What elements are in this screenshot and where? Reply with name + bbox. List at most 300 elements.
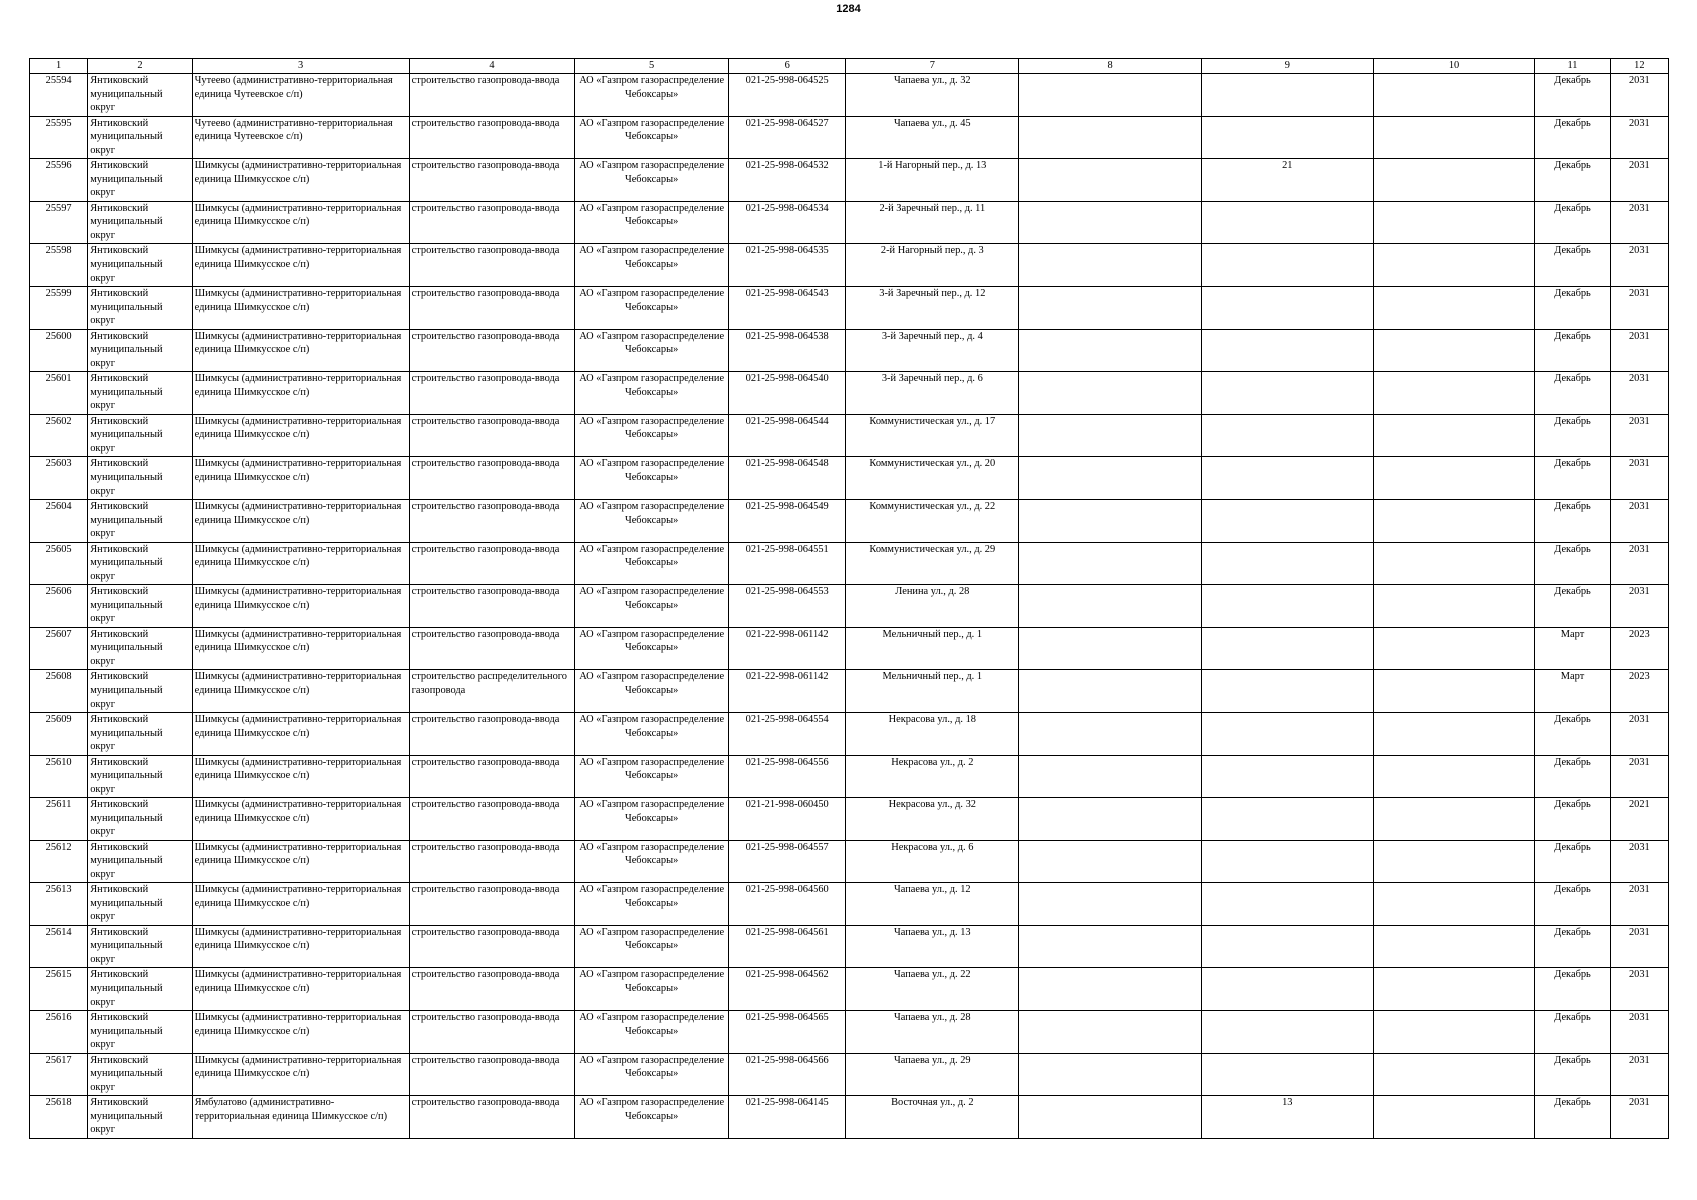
cell-col8 (1019, 712, 1202, 755)
cell-district (88, 670, 192, 713)
cell-settlement-text: Шимкусы (административно-территориальная единица Шимкусское с/п) (194, 1054, 402, 1080)
cell-settlement-text: Шимкусы (административно-территориальная единица Шимкусское с/п) (194, 160, 402, 185)
cell-address (846, 585, 1019, 628)
cell-number-text: 25610 (45, 756, 72, 768)
cell-address (846, 372, 1019, 415)
cell-object-code-text: 021-22-998-061142 (745, 671, 829, 683)
cell-col9 (1201, 627, 1373, 670)
cell-number (30, 798, 88, 841)
column-header: 7 (846, 59, 1019, 74)
cell-settlement-text: Шимкусы (административно-территориальная единица Шимкусское с/п) (194, 969, 402, 995)
cell-col9 (1201, 499, 1373, 542)
cell-col9-text: 13 (1282, 1097, 1293, 1109)
cell-number-text: 25598 (45, 245, 72, 257)
column-header: 5 (575, 59, 729, 74)
cell-organization-text: АО «Газпром газораспределение Чебоксары» (579, 117, 725, 143)
cell-col9 (1201, 286, 1373, 329)
cell-district (88, 798, 192, 841)
cell-district (88, 1096, 192, 1139)
table-row (30, 755, 1669, 798)
cell-year (1610, 159, 1668, 202)
cell-col8 (1019, 883, 1202, 926)
column-header: 9 (1201, 59, 1373, 74)
cell-work-type-text: строительство газопровода-ввода (411, 1097, 560, 1109)
cell-object-code (728, 968, 846, 1011)
cell-work-type-text: строительство газопровода-ввода (411, 969, 560, 981)
cell-organization-text: АО «Газпром газораспределение Чебоксары» (579, 543, 725, 569)
cell-col8 (1019, 286, 1202, 329)
cell-organization (575, 712, 729, 755)
cell-col8 (1019, 329, 1202, 372)
cell-month-text: Декабрь (1554, 500, 1591, 512)
cell-district-text: Янтиковский муниципальный округ (90, 458, 163, 497)
cell-month (1535, 627, 1610, 670)
cell-settlement (192, 1011, 409, 1054)
cell-year (1610, 1011, 1668, 1054)
table-row (30, 244, 1669, 287)
cell-work-type (409, 798, 575, 841)
cell-year (1610, 116, 1668, 159)
cell-month-text: Декабрь (1554, 799, 1591, 811)
cell-month (1535, 925, 1610, 968)
cell-number (30, 585, 88, 628)
cell-address (846, 457, 1019, 500)
cell-settlement (192, 627, 409, 670)
cell-settlement-text: Шимкусы (административно-территориальная единица Шимкусское с/п) (194, 884, 402, 909)
cell-work-type (409, 329, 575, 372)
cell-address (846, 1011, 1019, 1054)
cell-number (30, 244, 88, 287)
cell-year-text: 2031 (1628, 202, 1650, 214)
cell-object-code (728, 372, 846, 415)
cell-month (1535, 74, 1610, 117)
cell-col10 (1373, 627, 1535, 670)
cell-col10 (1373, 925, 1535, 968)
table-row (30, 1096, 1669, 1139)
cell-month (1535, 755, 1610, 798)
cell-month-text: Декабрь (1554, 202, 1591, 214)
cell-address-text: Коммунистическая ул., д. 20 (869, 458, 996, 470)
cell-organization (575, 883, 729, 926)
cell-work-type-text: строительство газопровода-ввода (411, 245, 560, 257)
cell-address-text: 2-й Нагорный пер., д. 3 (880, 245, 984, 257)
cell-col9-text: 21 (1282, 160, 1293, 172)
cell-month (1535, 1053, 1610, 1096)
table-row (30, 414, 1669, 457)
cell-col10 (1373, 244, 1535, 287)
cell-organization-text: АО «Газпром газораспределение Чебоксары» (579, 756, 725, 782)
cell-district-text: Янтиковский муниципальный округ (90, 841, 163, 880)
cell-number (30, 542, 88, 585)
cell-district (88, 883, 192, 926)
cell-settlement (192, 1053, 409, 1096)
cell-col10 (1373, 286, 1535, 329)
column-header: 3 (192, 59, 409, 74)
cell-settlement (192, 712, 409, 755)
column-header: 1 (30, 59, 88, 74)
cell-number (30, 116, 88, 159)
cell-address (846, 968, 1019, 1011)
cell-year-text: 2031 (1628, 1054, 1650, 1066)
cell-year (1610, 585, 1668, 628)
cell-col9 (1201, 116, 1373, 159)
cell-address-text: Восточная ул., д. 2 (891, 1097, 974, 1109)
cell-district-text: Янтиковский муниципальный округ (90, 287, 163, 327)
cell-object-code (728, 74, 846, 117)
cell-work-type (409, 925, 575, 968)
cell-address (846, 542, 1019, 585)
cell-object-code (728, 798, 846, 841)
cell-district (88, 244, 192, 287)
cell-year (1610, 755, 1668, 798)
cell-address-text: Мельничный пер., д. 1 (882, 671, 983, 683)
cell-year-text: 2031 (1628, 884, 1650, 896)
cell-work-type-text: строительство газопровода-ввода (411, 841, 560, 853)
cell-object-code (728, 542, 846, 585)
cell-work-type (409, 372, 575, 415)
cell-month (1535, 116, 1610, 159)
cell-organization-text: АО «Газпром газораспределение Чебоксары» (579, 373, 725, 398)
cell-object-code-text: 021-25-998-064566 (745, 1054, 829, 1066)
cell-organization-text: АО «Газпром газораспределение Чебоксары» (579, 245, 725, 270)
cell-col10 (1373, 542, 1535, 585)
cell-number (30, 840, 88, 883)
cell-address (846, 74, 1019, 117)
cell-month (1535, 1011, 1610, 1054)
cell-address-text: 1-й Нагорный пер., д. 13 (878, 160, 987, 172)
cell-work-type (409, 883, 575, 926)
table-row (30, 840, 1669, 883)
table-row (30, 968, 1669, 1011)
cell-work-type (409, 414, 575, 457)
cell-district (88, 286, 192, 329)
cell-month (1535, 968, 1610, 1011)
cell-number (30, 159, 88, 202)
cell-work-type (409, 542, 575, 585)
cell-col9 (1201, 1096, 1373, 1139)
cell-year-text: 2031 (1628, 841, 1650, 853)
cell-address-text: Чапаева ул., д. 13 (894, 926, 971, 938)
cell-work-type-text: строительство газопровода-ввода (411, 799, 560, 811)
cell-work-type (409, 457, 575, 500)
cell-col9 (1201, 372, 1373, 415)
cell-year (1610, 712, 1668, 755)
cell-col8 (1019, 968, 1202, 1011)
cell-month-text: Март (1560, 671, 1585, 683)
cell-work-type-text: строительство газопровода-ввода (411, 926, 560, 938)
cell-object-code-text: 021-25-998-064538 (745, 330, 829, 342)
cell-month-text: Декабрь (1554, 1097, 1591, 1109)
cell-col9 (1201, 798, 1373, 841)
cell-col9 (1201, 74, 1373, 117)
cell-month-text: Декабрь (1554, 586, 1591, 598)
cell-year-text: 2031 (1628, 373, 1650, 385)
cell-col10 (1373, 74, 1535, 117)
cell-work-type-text: строительство распределительного газопровода (411, 671, 568, 696)
page-number: 1284 (836, 3, 861, 15)
cell-district-text: Янтиковский муниципальный округ (90, 117, 163, 156)
column-header: 10 (1373, 59, 1535, 74)
cell-address-text: Коммунистическая ул., д. 17 (869, 415, 996, 427)
cell-address (846, 159, 1019, 202)
cell-number (30, 925, 88, 968)
cell-district-text: Янтиковский муниципальный округ (90, 713, 163, 753)
cell-year (1610, 627, 1668, 670)
cell-month (1535, 798, 1610, 841)
cell-organization (575, 542, 729, 585)
cell-month (1535, 499, 1610, 542)
cell-number (30, 457, 88, 500)
cell-organization (575, 457, 729, 500)
cell-work-type-text: строительство газопровода-ввода (411, 415, 560, 427)
cell-address (846, 329, 1019, 372)
cell-district (88, 499, 192, 542)
cell-district-text: Янтиковский муниципальный округ (90, 1012, 163, 1051)
cell-organization-text: АО «Газпром газораспределение Чебоксары» (579, 799, 725, 824)
cell-settlement (192, 74, 409, 117)
cell-address (846, 201, 1019, 244)
cell-object-code-text: 021-25-998-064527 (745, 117, 829, 129)
cell-district-text: Янтиковский муниципальный округ (90, 926, 163, 966)
cell-address-text: 3-й Заречный пер., д. 12 (879, 287, 986, 299)
cell-district (88, 627, 192, 670)
cell-settlement-text: Шимкусы (административно-территориальная единица Шимкусское с/п) (194, 245, 402, 270)
cell-settlement-text: Шимкусы (административно-территориальная единица Шимкусское с/п) (194, 330, 402, 356)
cell-month-text: Декабрь (1554, 926, 1591, 938)
cell-organization (575, 286, 729, 329)
cell-organization (575, 414, 729, 457)
cell-month-text: Декабрь (1554, 245, 1591, 257)
cell-col8 (1019, 116, 1202, 159)
table-row (30, 1053, 1669, 1096)
cell-year-text: 2031 (1628, 287, 1650, 299)
cell-month-text: Декабрь (1554, 884, 1591, 896)
cell-col10 (1373, 712, 1535, 755)
cell-work-type-text: строительство газопровода-ввода (411, 543, 560, 555)
cell-number (30, 627, 88, 670)
cell-year (1610, 1053, 1668, 1096)
cell-object-code (728, 244, 846, 287)
cell-number (30, 755, 88, 798)
table-row (30, 201, 1669, 244)
cell-number (30, 670, 88, 713)
cell-address-text: Некрасова ул., д. 18 (888, 713, 976, 725)
cell-address-text: Коммунистическая ул., д. 22 (869, 500, 996, 512)
cell-number-text: 25618 (45, 1097, 72, 1109)
cell-month (1535, 244, 1610, 287)
cell-col8 (1019, 457, 1202, 500)
cell-col10 (1373, 1053, 1535, 1096)
cell-object-code-text: 021-25-998-064560 (745, 884, 829, 896)
cell-organization (575, 1053, 729, 1096)
cell-organization-text: АО «Газпром газораспределение Чебоксары» (579, 160, 725, 185)
cell-col8 (1019, 755, 1202, 798)
cell-month (1535, 1096, 1610, 1139)
cell-organization (575, 585, 729, 628)
cell-organization-text: АО «Газпром газораспределение Чебоксары» (579, 75, 725, 100)
cell-month-text: Декабрь (1554, 287, 1591, 299)
cell-work-type (409, 286, 575, 329)
cell-col8 (1019, 1096, 1202, 1139)
cell-settlement (192, 159, 409, 202)
cell-number-text: 25608 (45, 671, 72, 683)
table-body (30, 74, 1669, 1139)
cell-col9 (1201, 159, 1373, 202)
cell-work-type (409, 585, 575, 628)
cell-work-type (409, 1011, 575, 1054)
cell-year-text: 2031 (1628, 75, 1650, 86)
cell-organization (575, 74, 729, 117)
cell-number-text: 25597 (45, 202, 72, 214)
cell-district-text: Янтиковский муниципальный округ (90, 373, 163, 412)
cell-number-text: 25604 (45, 500, 72, 512)
cell-col10 (1373, 457, 1535, 500)
cell-settlement-text: Шимкусы (административно-территориальная единица Шимкусское с/п) (194, 543, 402, 569)
cell-settlement-text: Шимкусы (административно-территориальная единица Шимкусское с/п) (194, 628, 402, 654)
cell-work-type (409, 499, 575, 542)
cell-number-text: 25611 (45, 799, 72, 811)
cell-district-text: Янтиковский муниципальный округ (90, 415, 163, 454)
cell-month (1535, 670, 1610, 713)
cell-address (846, 116, 1019, 159)
cell-address-text: Коммунистическая ул., д. 29 (869, 543, 996, 555)
cell-col10 (1373, 755, 1535, 798)
cell-month (1535, 712, 1610, 755)
table-row (30, 798, 1669, 841)
cell-year-text: 2031 (1628, 1097, 1650, 1109)
cell-settlement (192, 414, 409, 457)
cell-year (1610, 329, 1668, 372)
table-row (30, 329, 1669, 372)
cell-col10 (1373, 968, 1535, 1011)
cell-object-code-text: 021-25-998-064554 (745, 713, 829, 725)
column-header: 2 (88, 59, 192, 74)
cell-settlement (192, 457, 409, 500)
cell-district (88, 329, 192, 372)
cell-settlement-text: Шимкусы (административно-территориальная единица Шимкусское с/п) (194, 756, 402, 782)
cell-col9 (1201, 755, 1373, 798)
cell-district (88, 116, 192, 159)
cell-year-text: 2021 (1628, 799, 1650, 811)
cell-number-text: 25607 (45, 628, 72, 640)
cell-object-code (728, 116, 846, 159)
cell-year (1610, 840, 1668, 883)
cell-district (88, 159, 192, 202)
cell-col9 (1201, 457, 1373, 500)
cell-settlement-text: Чутеево (административно-территориальная единица Чутеевское с/п) (194, 75, 393, 100)
cell-year (1610, 968, 1668, 1011)
cell-organization (575, 329, 729, 372)
cell-organization (575, 159, 729, 202)
cell-year-text: 2031 (1628, 117, 1650, 129)
cell-number-text: 25617 (45, 1054, 72, 1066)
cell-year (1610, 798, 1668, 841)
cell-object-code (728, 925, 846, 968)
cell-object-code (728, 329, 846, 372)
cell-settlement-text: Ямбулатово (административно-территориальная единица Шимкусское с/п) (194, 1097, 388, 1122)
cell-settlement-text: Шимкусы (административно-территориальная единица Шимкусское с/п) (194, 713, 402, 739)
cell-address (846, 670, 1019, 713)
table-row (30, 542, 1669, 585)
cell-address (846, 798, 1019, 841)
cell-number (30, 1053, 88, 1096)
cell-organization (575, 925, 729, 968)
cell-address-text: Чапаева ул., д. 22 (894, 969, 971, 981)
cell-month-text: Декабрь (1554, 373, 1591, 385)
cell-year (1610, 372, 1668, 415)
cell-number (30, 1011, 88, 1054)
cell-month (1535, 840, 1610, 883)
cell-col10 (1373, 159, 1535, 202)
cell-col8 (1019, 1053, 1202, 1096)
cell-organization-text: АО «Газпром газораспределение Чебоксары» (579, 586, 725, 611)
cell-address-text: Чапаева ул., д. 32 (894, 75, 971, 86)
cell-object-code (728, 499, 846, 542)
cell-work-type (409, 670, 575, 713)
cell-object-code (728, 670, 846, 713)
cell-object-code-text: 021-22-998-061142 (745, 628, 829, 640)
cell-month-text: Декабрь (1554, 543, 1591, 555)
cell-month (1535, 585, 1610, 628)
cell-work-type-text: строительство газопровода-ввода (411, 628, 560, 640)
cell-organization-text: АО «Газпром газораспределение Чебоксары» (579, 458, 725, 483)
cell-object-code (728, 1096, 846, 1139)
cell-district (88, 201, 192, 244)
cell-col10 (1373, 883, 1535, 926)
cell-object-code (728, 755, 846, 798)
cell-work-type-text: строительство газопровода-ввода (411, 160, 560, 172)
cell-work-type (409, 244, 575, 287)
cell-organization-text: АО «Газпром газораспределение Чебоксары» (579, 713, 725, 739)
cell-district (88, 755, 192, 798)
cell-district (88, 414, 192, 457)
cell-col9 (1201, 968, 1373, 1011)
cell-object-code-text: 021-25-998-064540 (745, 373, 829, 385)
cell-month-text: Декабрь (1554, 330, 1591, 342)
cell-col9 (1201, 840, 1373, 883)
cell-number (30, 1096, 88, 1139)
cell-work-type-text: строительство газопровода-ввода (411, 202, 560, 214)
cell-object-code (728, 159, 846, 202)
cell-number-text: 25614 (45, 926, 72, 938)
cell-object-code-text: 021-25-998-064525 (745, 75, 829, 86)
cell-work-type (409, 840, 575, 883)
cell-year-text: 2031 (1628, 926, 1650, 938)
cell-work-type-text: строительство газопровода-ввода (411, 330, 560, 342)
cell-number-text: 25595 (45, 117, 72, 129)
cell-address-text: Мельничный пер., д. 1 (882, 628, 983, 640)
cell-object-code-text: 021-25-998-064556 (745, 756, 829, 768)
cell-object-code (728, 1053, 846, 1096)
cell-col8 (1019, 670, 1202, 713)
cell-number-text: 25596 (45, 160, 72, 172)
cell-month (1535, 159, 1610, 202)
table-row (30, 372, 1669, 415)
cell-settlement (192, 329, 409, 372)
cell-district (88, 925, 192, 968)
cell-col8 (1019, 840, 1202, 883)
cell-month-text: Декабрь (1554, 756, 1591, 768)
cell-organization-text: АО «Газпром газораспределение Чебоксары» (579, 841, 725, 867)
cell-object-code-text: 021-25-998-064532 (745, 160, 829, 172)
cell-address (846, 1053, 1019, 1096)
cell-month-text: Декабрь (1554, 117, 1591, 129)
cell-col8 (1019, 74, 1202, 117)
cell-organization-text: АО «Газпром газораспределение Чебоксары» (579, 1054, 725, 1080)
cell-number (30, 712, 88, 755)
cell-district-text: Янтиковский муниципальный округ (90, 969, 163, 1008)
cell-organization-text: АО «Газпром газораспределение Чебоксары» (579, 1097, 725, 1122)
